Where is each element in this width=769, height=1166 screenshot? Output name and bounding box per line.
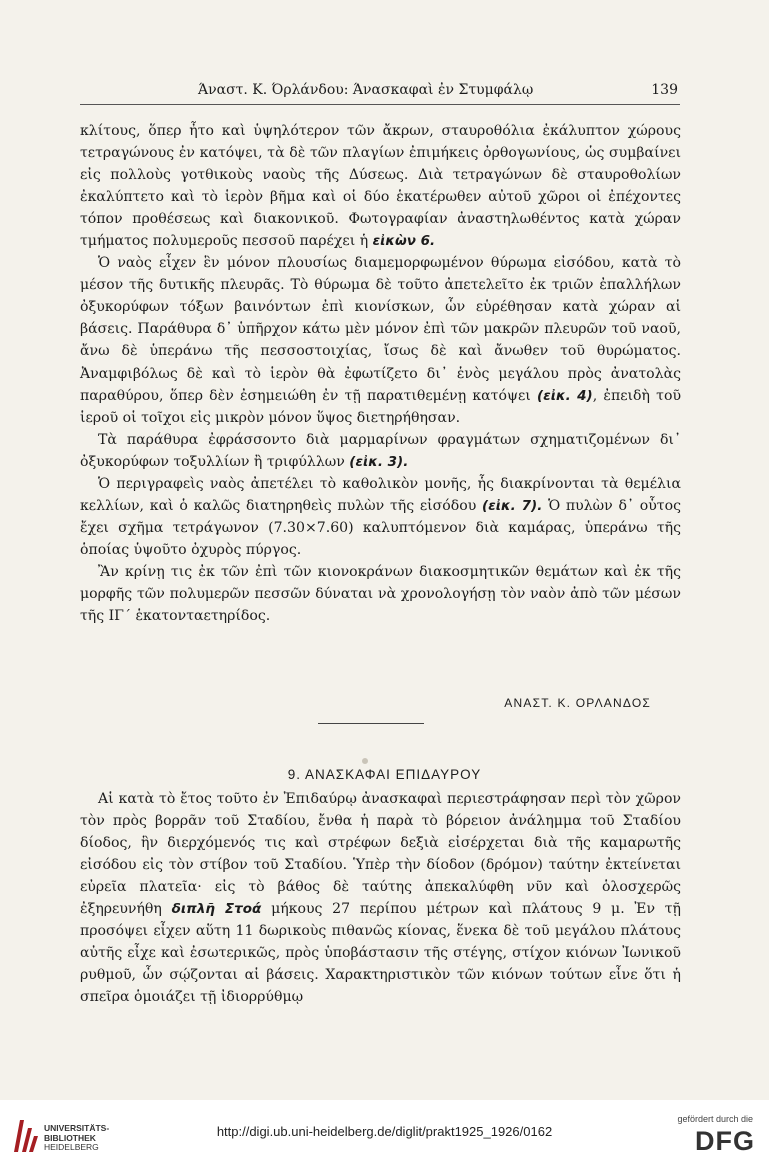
paragraph: Ὁ περιγραφεὶς ναὸς ἀπετέλει τὸ καθολικὸν μονῆς, ἧς διακρίνονται τὰ θεμέλια κελλίων, καὶ ὁ καλῶς διατηρηθεὶς πυλὼν τῆς εἰσόδου (εἰκ. 7). Ὁ πυλὼν δ᾽ οὗτος ἔχει σχῆμα τετράγωνον (7.30×7.60) καλυπτόμενον διὰ καμάρας, ὑπεράνω τῆς ὁποίας ὑψοῦτο ὀχυρὸς πύργος. <box>80 475 681 558</box>
section-divider <box>318 723 424 724</box>
figure-reference: (εἰκ. 3). <box>349 453 409 470</box>
figure-reference: (εἰκ. 7). <box>482 497 543 514</box>
digital-library-link[interactable]: http://digi.ub.uni-heidelberg.de/diglit/prakt1925_1926/0162 <box>216 1124 553 1139</box>
paragraph: Ἂν κρίνῃ τις ἐκ τῶν ἐπὶ τῶν κιονοκράνων διακοσμητικῶν θεμάτων καὶ ἐκ τῆς μορφῆς τῶν πολυμερῶν πεσσῶν δύναται νὰ χρονολογήσῃ τὸν ναὸν ἀπὸ τῶν μέσων τῆς ΙΓ´ ἑκατονταετηρίδος. <box>80 563 681 625</box>
university-library-name: UNIVERSITÄTS- BIBLIOTHEK HEIDELBERG <box>44 1123 110 1152</box>
running-header <box>80 76 680 105</box>
paragraph: Ὁ ναὸς εἶχεν ἓν μόνον πλουσίως διαμεμορφωμένον θύρωμα εἰσόδου, κατὰ τὸ μέσον τῆς δυτικῆς πλευρᾶς. Τὸ θύρωμα δὲ τοῦτο ἀπετελεῖτο ἐκ τριῶν ἐπαλλήλων ὀξυκορύφων τόξων βαινόντων ἐπὶ κιονίσκων, ὧν εὑρέθησαν κατὰ χώραν αἱ βάσεις. Παράθυρα δ᾽ ὑπῆρχον κάτω μὲν μόνον ἐπὶ τῶν μακρῶν πλευρῶν τοῦ ναοῦ, ἄνω δὲ ὑπεράνω τῆς πεσσοστοιχίας, ἴσως δὲ καὶ ἄνωθεν τοῦ θυρώματος. Ἀναμφιβόλως δὲ καὶ τὸ ἱερὸν θὰ ἐφωτίζετο δι᾽ ἑνὸς μεγάλου πρὸς ἀνατολὰς παραθύρου, ὅπερ δὲν ἐσημειώθη ἐν τῇ παρατιθεμένῃ κατόψει (εἰκ. 4), ἐπειδὴ τοῦ ἱεροῦ οἱ τοῖχοι εἰς μικρὸν μόνον ὕψος διετηρήθησαν. <box>80 255 682 426</box>
page-number: 139 <box>651 82 678 98</box>
scan-mark <box>362 758 368 764</box>
running-title: Άναστ. Κ. Όρλάνδου: Άνασκαφαὶ ἐν Στυμφάλῳ <box>198 82 534 98</box>
paragraph: Τὰ παράθυρα ἐφράσσοντο διὰ μαρμαρίνων φραγμάτων σχηματιζομένων δι᾽ ὀξυκορύφων τοξυλλίων ἢ τριφύλλων (εἰκ. 3). <box>80 431 681 470</box>
paragraph: κλίτους, ὅπερ ἦτο καὶ ὑψηλότερον τῶν ἄκρων, σταυροθόλια ἐκάλυπτον χώρους τετραγώνους ἐν κατόψει, τὰ δὲ τῶν πλαγίων ἐπιμήκεις ὀρθογωνίους, ὡς συμβαίνει εἰς πολλοὺς γοτθικοὺς ναοὺς τῆς Δύσεως. Διὰ τετραγώνων δὲ σταυροθολίων ἐκαλύπτετο καὶ τὸ ἱερὸν βῆμα καὶ οἱ δύο ἑκατέρωθεν αὐτοῦ χῶροι οἱ ἐπέχοντες τόπον προθέσεως καὶ διακονικοῦ. Φωτογραφίαν ἀναστηλωθέντος κατὰ χώραν τμήματος πολυμεροῦς πεσσοῦ παρέχει ἡ εἰκὼν 6. <box>80 123 681 250</box>
figure-reference: εἰκὼν 6. <box>372 233 436 250</box>
article-body-top <box>80 120 681 627</box>
author-signature: ΑΝΑΣΤ. Κ. ΟΡΛΑΝΔΟΣ <box>504 696 651 710</box>
article-body-bottom <box>80 788 681 1008</box>
figure-reference: (εἰκ. 4) <box>537 387 593 404</box>
dfg-logo-icon: DFG <box>695 1126 755 1156</box>
section-heading: 9. ΑΝΑΣΚΑΦΑΙ ΕΠΙΔΑΥΡΟΥ <box>287 767 482 782</box>
footer-bar <box>0 1100 769 1166</box>
emphasis: διπλῆ Στοά <box>171 901 262 918</box>
funding-note: gefördert durch die <box>677 1114 753 1124</box>
paragraph: Αἱ κατὰ τὸ ἔτος τοῦτο ἐν Ἐπιδαύρῳ ἀνασκαφαὶ περιεστράφησαν περὶ τὸν χῶρον τὸν πρὸς βορρᾶν τοῦ Σταδίου, ἔνθα ἡ παρὰ τὸ βόρειον ἀνάλημμα τοῦ Σταδίου δίοδος, ἣν διερχόμενός τις καὶ στρέφων δεξιὰ εἰσέρχεται διὰ τῆς καμαρωτῆς εἰσόδου εἰς τὸν στίβον τοῦ Σταδίου. Ὑπὲρ τὴν δίοδον (δρόμον) ταύτην ἐκτείνεται εὐρεῖα πλατεῖα· εἰς τὸ βάθος δὲ ταύτης ἀπεκαλύφθη νῦν καὶ ὁλοσχερῶς ἐξηρευνήθη διπλῆ Στοά μήκους 27 περίπου μέτρων καὶ πλάτους 9 μ. Ἐν τῇ προσόψει εἶχεν αὕτη 11 δωρικοὺς πιθανῶς κίονας, ἕνεκα δὲ τοῦ μεγάλου πλάτους αὐτῆς εἶχε καὶ ἐσωτερικῶς, πρὸς ὑποβάστασιν τῆς στέγης, στίχον κιόνων Ἰωνικοῦ ρυθμοῦ, ὧν σῴζονται αἱ βάσεις. Χαρακτηριστικὸν τῶν κιόνων τούτων εἶνε ὅτι ἡ σπεῖρα ὁμοιάζει τῇ ἰδιορρύθμῳ <box>80 791 681 1006</box>
